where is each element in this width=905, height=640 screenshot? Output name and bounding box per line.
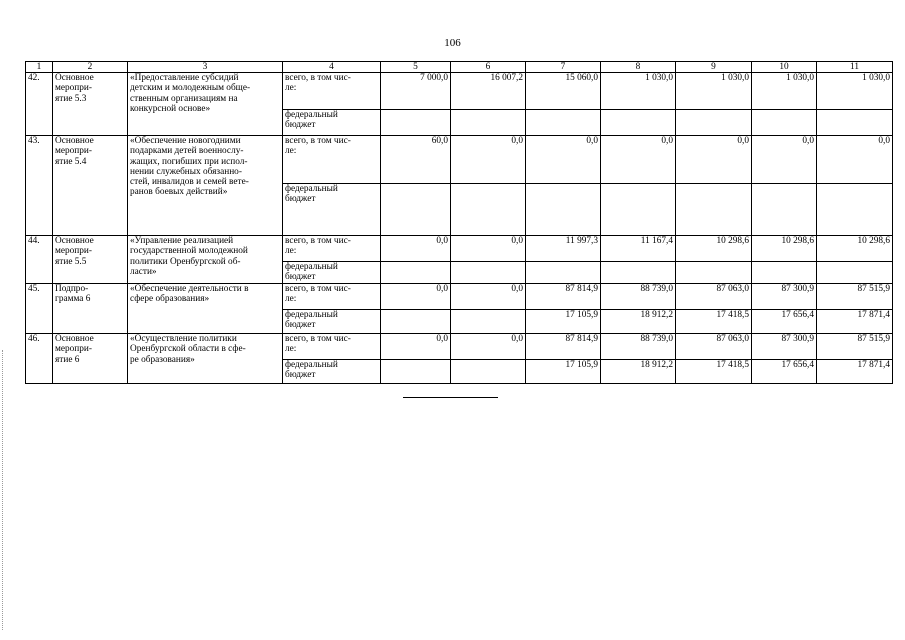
value-total-col11: 10 298,6: [817, 236, 893, 262]
row-type-line: Основное: [55, 236, 94, 246]
funding-source-line: ле:: [285, 294, 297, 305]
value-total-col8: 0,0: [601, 136, 676, 184]
row-type: [53, 334, 128, 384]
value-federal-col7: 17 105,9: [526, 310, 601, 334]
value-federal-col11: [817, 262, 893, 284]
column-number: 8: [601, 62, 676, 73]
value-total-col8: 11 167,4: [601, 236, 676, 262]
funding-source-federal: [283, 184, 381, 236]
value-federal-col5: [381, 262, 451, 284]
value-total-col7: 11 997,3: [526, 236, 601, 262]
row-title-line: жащих, погибших при испол-: [130, 156, 248, 167]
funding-source-line: ле:: [285, 246, 297, 257]
row-title-line: детским и молодежным обще-: [130, 83, 251, 94]
row-type: [53, 73, 128, 136]
value-total-col11: 87 515,9: [817, 284, 893, 310]
funding-source-line: бюджет: [285, 120, 316, 131]
row-type: [53, 136, 128, 236]
row-title-line: нении служебных обязанно-: [130, 166, 242, 177]
row-type-line: меропри-: [55, 246, 93, 257]
row-type-line: грамма 6: [55, 294, 91, 305]
column-number: 10: [752, 62, 817, 73]
value-total-col6: 0,0: [451, 334, 526, 360]
value-total-col6: 0,0: [451, 136, 526, 184]
value-federal-col11: 17 871,4: [817, 360, 893, 384]
funding-source-line: всего, в том чис-: [285, 334, 351, 344]
funding-source-federal: [283, 360, 381, 384]
value-federal-col9: [676, 184, 752, 236]
value-total-col9: 1 030,0: [676, 73, 752, 110]
value-federal-col8: [601, 184, 676, 236]
table-row: [26, 73, 893, 110]
value-federal-col9: 17 418,5: [676, 360, 752, 384]
row-title-line: ственным организациям на: [130, 93, 238, 104]
value-federal-col9: [676, 110, 752, 136]
value-total-col5: 7 000,0: [381, 73, 451, 110]
funding-source-line: федеральный: [285, 262, 338, 272]
funding-source-total: [283, 136, 381, 184]
row-type-line: Основное: [55, 136, 94, 146]
funding-source-line: бюджет: [285, 320, 316, 331]
row-title-line: «Предоставление субсидий: [130, 73, 239, 83]
funding-source-line: бюджет: [285, 272, 316, 283]
funding-source-federal: [283, 310, 381, 334]
funding-source-line: всего, в том чис-: [285, 236, 351, 246]
value-federal-col10: [752, 110, 817, 136]
value-federal-col7: [526, 110, 601, 136]
funding-source-line: федеральный: [285, 184, 338, 194]
value-total-col6: 0,0: [451, 284, 526, 310]
row-title-line: политики Оренбургской об-: [130, 256, 241, 267]
value-total-col9: 87 063,0: [676, 334, 752, 360]
row-type-line: Основное: [55, 334, 94, 344]
row-type: [53, 236, 128, 284]
column-number: 11: [817, 62, 893, 73]
value-federal-col6: [451, 110, 526, 136]
funding-source-line: федеральный: [285, 360, 338, 370]
funding-source-federal: [283, 110, 381, 136]
value-total-col11: 1 030,0: [817, 73, 893, 110]
funding-source-line: ле:: [285, 146, 297, 157]
value-federal-col11: [817, 110, 893, 136]
column-number: 1: [26, 62, 53, 73]
table-row: [26, 136, 893, 184]
row-index: 43.: [26, 136, 53, 236]
row-type: [53, 284, 128, 334]
value-federal-col10: 17 656,4: [752, 310, 817, 334]
row-type-line: ятие 5.5: [55, 256, 87, 267]
value-total-col9: 10 298,6: [676, 236, 752, 262]
row-title: [128, 236, 283, 284]
row-type-line: Основное: [55, 73, 94, 83]
value-total-col11: 0,0: [817, 136, 893, 184]
column-number: 9: [676, 62, 752, 73]
funding-source-federal: [283, 262, 381, 284]
funding-source-line: всего, в том чис-: [285, 284, 351, 294]
value-federal-col10: [752, 184, 817, 236]
funding-source-total: [283, 236, 381, 262]
value-federal-col11: [817, 184, 893, 236]
column-number: 5: [381, 62, 451, 73]
row-title-line: подарками детей военнослу-: [130, 146, 244, 157]
value-total-col8: 88 739,0: [601, 334, 676, 360]
value-federal-col5: [381, 110, 451, 136]
row-title-line: «Осуществление политики: [130, 334, 237, 344]
funding-source-total: [283, 284, 381, 310]
funding-source-total: [283, 334, 381, 360]
funding-source-line: бюджет: [285, 194, 316, 205]
row-title-line: ре образования»: [130, 354, 195, 365]
value-total-col6: 0,0: [451, 236, 526, 262]
value-federal-col5: [381, 184, 451, 236]
value-total-col7: 87 814,9: [526, 284, 601, 310]
value-total-col8: 1 030,0: [601, 73, 676, 110]
value-federal-col6: [451, 310, 526, 334]
row-title-line: сфере образования»: [130, 294, 210, 305]
value-total-col10: 87 300,9: [752, 334, 817, 360]
row-index: 45.: [26, 284, 53, 334]
row-type-line: ятие 5.3: [55, 93, 87, 104]
row-type-line: меропри-: [55, 146, 93, 157]
table-row: [26, 334, 893, 360]
value-total-col6: 16 007,2: [451, 73, 526, 110]
column-number: 7: [526, 62, 601, 73]
row-title-line: ранов боевых действий»: [130, 187, 228, 198]
funding-source-line: федеральный: [285, 310, 338, 320]
value-federal-col10: 17 656,4: [752, 360, 817, 384]
row-title-line: стей, инвалидов и семей вете-: [130, 177, 249, 188]
value-total-col7: 87 814,9: [526, 334, 601, 360]
row-title-line: государственной молодежной: [130, 246, 248, 257]
row-title: [128, 284, 283, 334]
value-federal-col5: [381, 310, 451, 334]
value-total-col10: 10 298,6: [752, 236, 817, 262]
value-federal-col6: [451, 184, 526, 236]
row-index: 42.: [26, 73, 53, 136]
value-federal-col8: [601, 110, 676, 136]
value-total-col9: 0,0: [676, 136, 752, 184]
value-federal-col9: 17 418,5: [676, 310, 752, 334]
funding-source-line: ле:: [285, 83, 297, 94]
row-title-line: Оренбургской области в сфе-: [130, 344, 246, 355]
row-title: [128, 334, 283, 384]
value-federal-col8: [601, 262, 676, 284]
value-total-col5: 0,0: [381, 284, 451, 310]
row-type-line: ятие 6: [55, 354, 80, 365]
value-total-col8: 88 739,0: [601, 284, 676, 310]
column-number-row: [26, 62, 893, 73]
value-total-col10: 0,0: [752, 136, 817, 184]
value-total-col5: 0,0: [381, 236, 451, 262]
funding-source-line: всего, в том чис-: [285, 136, 351, 146]
value-federal-col7: [526, 184, 601, 236]
value-total-col7: 0,0: [526, 136, 601, 184]
row-index: 44.: [26, 236, 53, 284]
value-federal-col5: [381, 360, 451, 384]
row-type-line: меропри-: [55, 83, 93, 94]
value-total-col10: 1 030,0: [752, 73, 817, 110]
column-number: 6: [451, 62, 526, 73]
value-total-col10: 87 300,9: [752, 284, 817, 310]
table-row: [26, 284, 893, 310]
row-title: [128, 73, 283, 136]
column-number: 2: [53, 62, 128, 73]
margin-scan-artifact: [2, 350, 6, 630]
funding-source-total: [283, 73, 381, 110]
row-title-line: конкурсной основе»: [130, 103, 211, 114]
column-number: 4: [283, 62, 381, 73]
table-body: [26, 62, 893, 384]
value-federal-col6: [451, 262, 526, 284]
value-total-col11: 87 515,9: [817, 334, 893, 360]
column-number: 3: [128, 62, 283, 73]
funding-source-line: бюджет: [285, 370, 316, 381]
row-type-line: ятие 5.4: [55, 156, 87, 167]
value-federal-col10: [752, 262, 817, 284]
value-total-col5: 60,0: [381, 136, 451, 184]
funding-source-line: федеральный: [285, 110, 338, 120]
row-title-line: «Обеспечение новогодними: [130, 136, 241, 146]
value-federal-col6: [451, 360, 526, 384]
value-federal-col8: 18 912,2: [601, 310, 676, 334]
row-title-line: ласти»: [130, 266, 157, 277]
row-index: 46.: [26, 334, 53, 384]
row-title: [128, 136, 283, 236]
value-federal-col7: 17 105,9: [526, 360, 601, 384]
value-total-col5: 0,0: [381, 334, 451, 360]
page-number: 106: [444, 37, 461, 49]
value-federal-col7: [526, 262, 601, 284]
value-total-col7: 15 060,0: [526, 73, 601, 110]
table-row: [26, 236, 893, 262]
row-title-line: «Управление реализацией: [130, 236, 234, 246]
row-type-line: меропри-: [55, 344, 93, 355]
value-federal-col8: 18 912,2: [601, 360, 676, 384]
row-title-line: «Обеспечение деятельности в: [130, 284, 249, 294]
end-rule: [403, 397, 498, 398]
value-federal-col11: 17 871,4: [817, 310, 893, 334]
value-federal-col9: [676, 262, 752, 284]
budget-table: [25, 61, 893, 384]
row-type-line: Подпро-: [55, 284, 89, 294]
funding-source-line: всего, в том чис-: [285, 73, 351, 83]
funding-source-line: ле:: [285, 344, 297, 355]
value-total-col9: 87 063,0: [676, 284, 752, 310]
